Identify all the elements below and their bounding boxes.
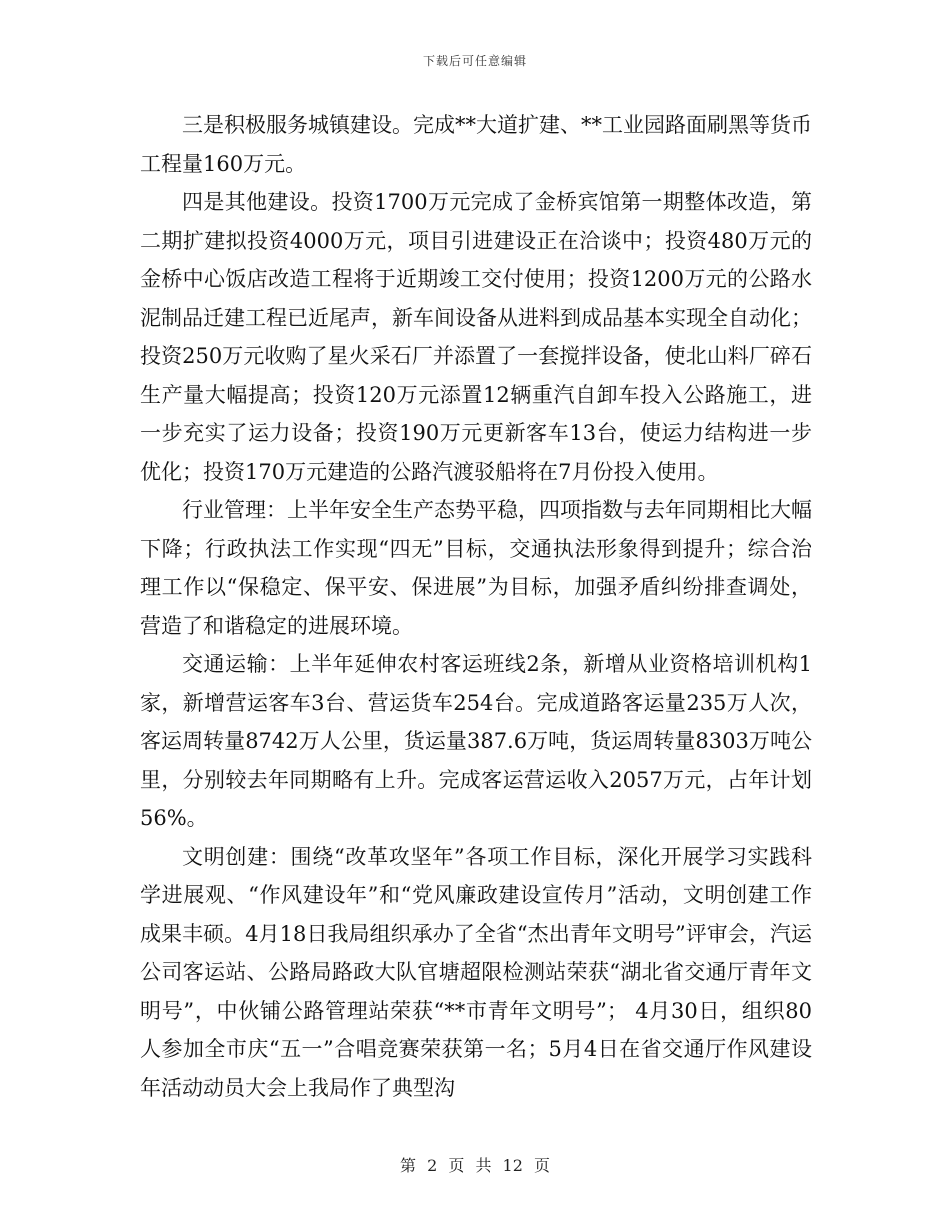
document-body bbox=[140, 106, 812, 1107]
paragraph-other-construction: 四是其他建设。投资1700万元完成了金桥宾馆第一期整体改造，第二期扩建拟投资4000万元，项目引进建设正在洽谈中；投资480万元的金桥中心饭店改造工程将于近期竣工交付使用；投资1200万元的公路水泥制品迁建工程已近尾声，新车间设备从进料到成品基本实现全自动化；投资250万元收购了星火采石厂并添置了一套搅拌设备，使北山料厂碎石生产量大幅提高；投资120万元添置12辆重汽自卸车投入公路施工，进一步充实了运力设备；投资190万元更新客车13台，使运力结构进一步优化；投资170万元建造的公路汽渡驳船将在7月份投入使用。 bbox=[140, 190, 812, 484]
page-header-note: 下载后可任意编辑 bbox=[422, 54, 527, 68]
paragraph-urban-construction: 三是积极服务城镇建设。完成**大道扩建、**工业园路面刷黑等货币工程量160万元。 bbox=[140, 113, 812, 176]
page-number-footer: 第 2 页 共 12 页 bbox=[400, 1156, 550, 1175]
paragraph-industry-management: 行业管理：上半年安全生产态势平稳，四项指数与去年同期相比大幅下降；行政执法工作实现“四无”目标，交通执法形象得到提升；综合治理工作以“保稳定、保平安、保进展”为目标，加强矛盾纠纷排查调处，营造了和谐稳定的进展环境。 bbox=[140, 498, 812, 638]
paragraph-transportation: 交通运输：上半年延伸农村客运班线2条，新增从业资格培训机构1家，新增营运客车3台、营运货车254台。完成道路客运量235万人次，客运周转量8742万人公里，货运量387.6万吨，货运周转量8303万吨公里，分别较去年同期略有上升。完成客运营运收入2057万元，占年计划56%。 bbox=[140, 652, 812, 830]
paragraph-civilization-building: 文明创建：围绕“改革攻坚年”各项工作目标，深化开展学习实践科学进展观、“作风建设年”和“党风廉政建设宣传月”活动，文明创建工作成果丰硕。4月18日我局组织承办了全省“杰出青年文明号”评审会，汽运公司客运站、公路局路政大队官塘超限检测站荣获“湖北省交通厅青年文明号”，中伙铺公路管理站荣获“**市青年文明号”； 4月30日，组织80人参加全市庆“五一”合唱竞赛荣获第一名；5月4日在省交通厅作风建设年活动动员大会上我局作了典型沟 bbox=[140, 844, 812, 1100]
